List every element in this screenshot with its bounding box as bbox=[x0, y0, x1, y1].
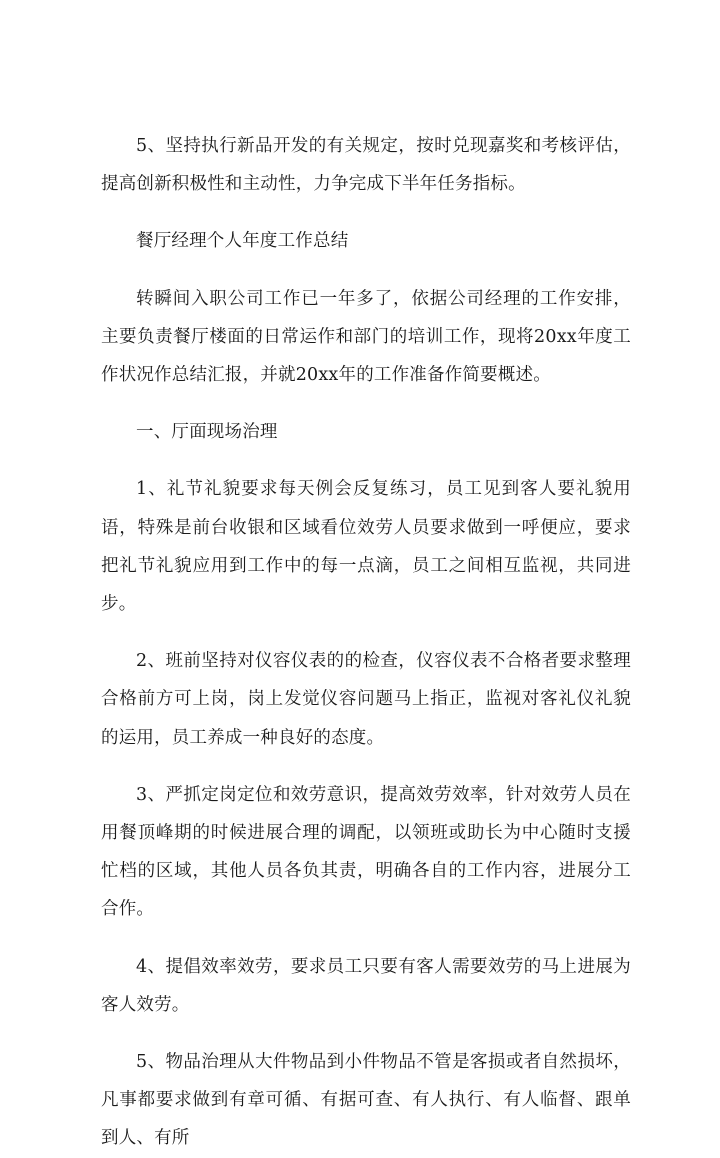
paragraph-intro: 转瞬间入职公司工作已一年多了，依据公司经理的工作安排，主要负责餐厅楼面的日常运作和部门的培训工作，现将20xx年度工作状况作总结汇报，并就20xx年的工作准备作简要概述。 bbox=[101, 288, 631, 386]
paragraph-section-heading: 一、厅面现场治理 bbox=[136, 422, 278, 443]
paragraph-item-5: 5、物品治理从大件物品到小件物品不管是客损或者自然损坏，凡事都要求做到有章可循、有据可查、有人执行、有人临督、跟单到人、有所 bbox=[101, 1052, 631, 1149]
paragraph-title: 餐厅经理个人年度工作总结 bbox=[136, 231, 349, 252]
paragraph-item-1: 1、礼节礼貌要求每天例会反复练习，员工见到客人要礼貌用语，特殊是前台收银和区域看位效劳人员要求做到一呼便应，要求把礼节礼貌应用到工作中的每一点滴，员工之间相互监视，共同进步。 bbox=[101, 479, 631, 615]
paragraph-item-2: 2、班前坚持对仪容仪表的的检查，仪容仪表不合格者要求整理合格前方可上岗，岗上发觉仪容问题马上指正，监视对客礼仪礼貌的运用，员工养成一种良好的态度。 bbox=[101, 651, 631, 748]
paragraph-item-4: 4、提倡效率效劳，要求员工只要有客人需要效劳的马上进展为客人效劳。 bbox=[101, 956, 631, 1015]
paragraph-item-3: 3、严抓定岗定位和效劳意识，提高效劳效率，针对效劳人员在用餐顶峰期的时候进展合理的调配，以领班或助长为中心随时支援忙档的区域，其他人员各负其责，明确各自的工作内容，进展分工合作。 bbox=[101, 784, 631, 920]
document-body bbox=[101, 127, 631, 1158]
paragraph-innovation-rule: 5、坚持执行新品开发的有关规定，按时兑现嘉奖和考核评估，提高创新积极性和主动性，力争完成下半年任务指标。 bbox=[101, 136, 631, 195]
